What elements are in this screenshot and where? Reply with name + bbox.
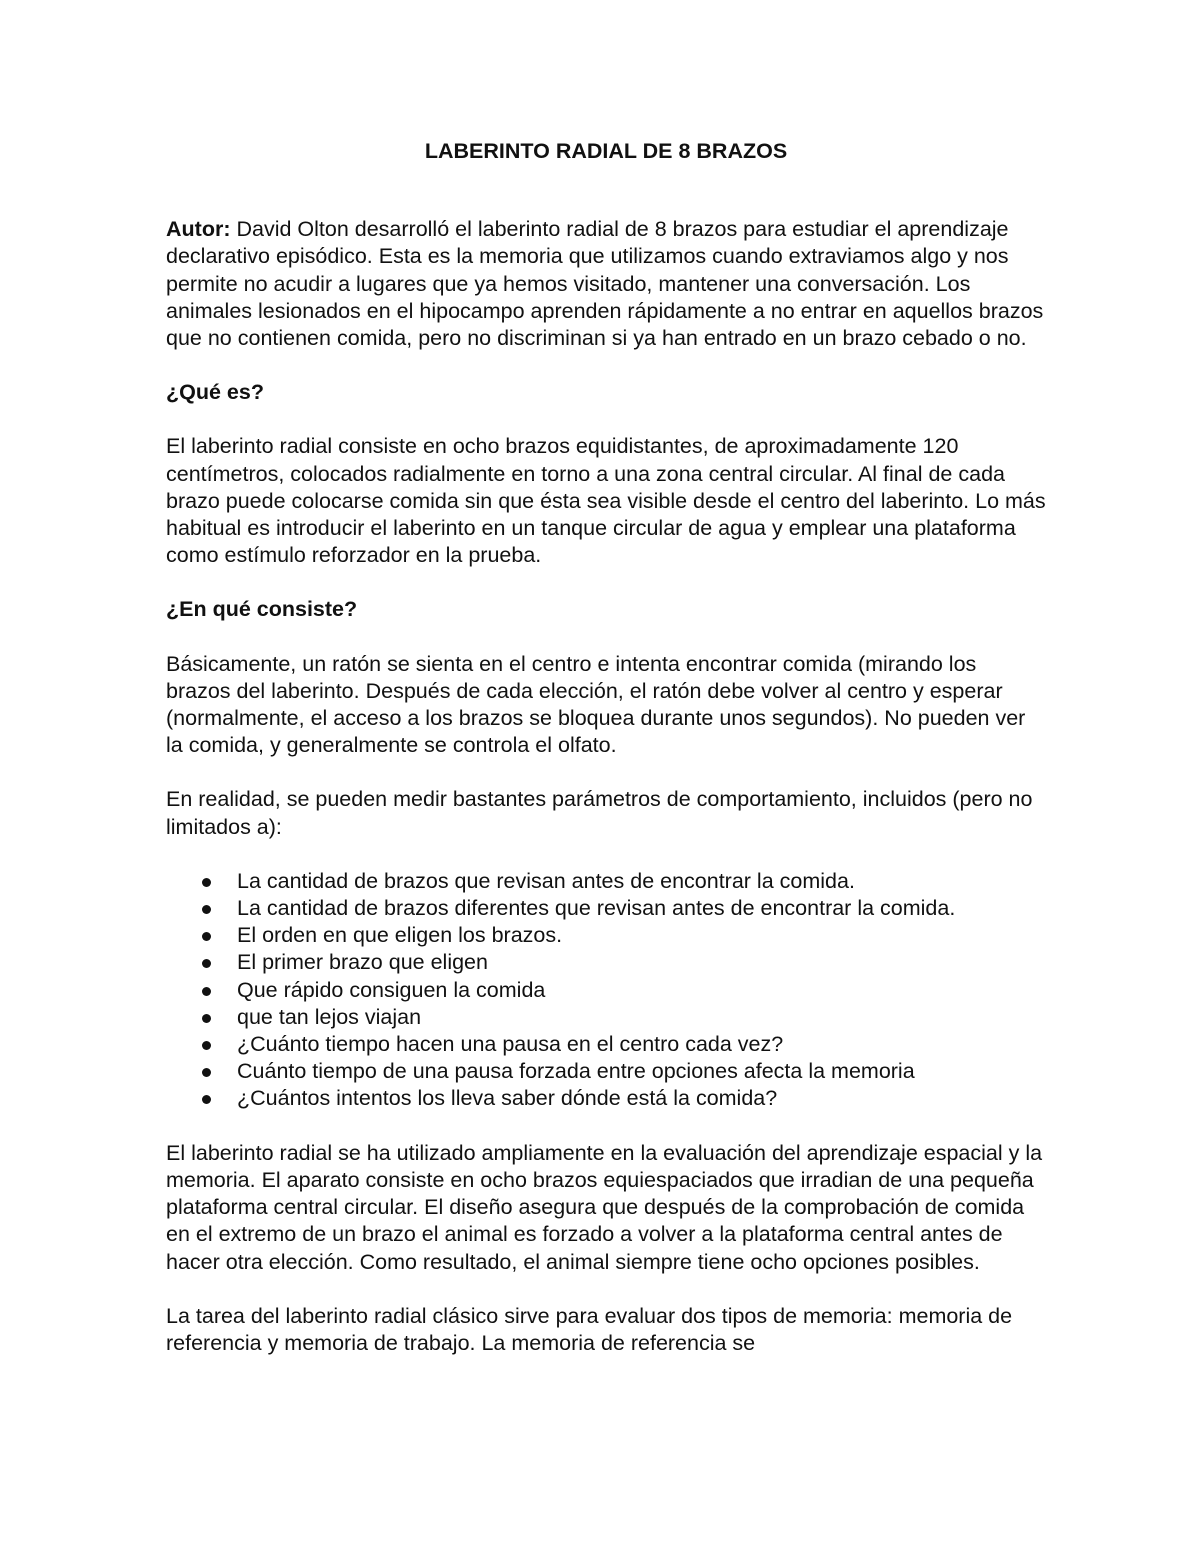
section-heading-en-que-consiste: ¿En qué consiste? <box>166 597 358 622</box>
document-title: LABERINTO RADIAL DE 8 BRAZOS <box>424 139 788 163</box>
list-item-text: ¿Cuánto tiempo hacen una pausa en el centro cada vez? <box>237 1032 784 1057</box>
list-item-text: Que rápido consiguen la comida <box>237 977 546 1002</box>
section-heading-que-es: ¿Qué es? <box>166 380 264 405</box>
list-item-text: El orden en que eligen los brazos. <box>237 923 563 948</box>
list-item <box>166 1058 1046 1085</box>
list-item <box>166 868 1046 895</box>
bullet-icon <box>202 932 211 941</box>
author-label: Autor: <box>166 217 231 242</box>
list-item-text: ¿Cuántos intentos los lleva saber dónde está la comida? <box>237 1086 778 1111</box>
list-item <box>166 922 1046 949</box>
bullet-icon <box>202 987 211 996</box>
intro-paragraph <box>166 216 1046 352</box>
list-item <box>166 977 1046 1004</box>
parameters-list <box>166 868 1046 1113</box>
list-item-text: La cantidad de brazos que revisan antes de encontrar la comida. <box>237 868 855 893</box>
paragraph-tarea-clasico: La tarea del laberinto radial clásico sirve para evaluar dos tipos de memoria: memoria de referencia y memoria de trabajo. La memoria de referencia se <box>166 1303 1013 1355</box>
bullet-icon <box>202 1014 211 1023</box>
bullet-icon <box>202 905 211 914</box>
paragraph-basicamente: Básicamente, un ratón se sienta en el centro e intenta encontrar comida (mirando los brazos del laberinto. Después de cada elección, el ratón debe volver al centro y esperar (normalmente, el acceso a los brazos se bloquea durante unos segundos). No pueden ver la comida, y generalmente se controla el olfato. <box>166 651 1026 758</box>
paragraph-en-realidad: En realidad, se pueden medir bastantes parámetros de comportamiento, incluidos (pero no limitados a): <box>166 787 1033 839</box>
bullet-icon <box>202 1068 211 1077</box>
bullet-icon <box>202 1041 211 1050</box>
list-item <box>166 895 1046 922</box>
intro-text: David Olton desarrolló el laberinto radial de 8 brazos para estudiar el aprendizaje declarativo episódico. Esta es la memoria que utilizamos cuando extraviamos algo y nos permite no acudir a lugares que ya hemos visitado, mantener una conversación. Los animales lesionados en el hipocampo aprenden rápidamente a no entrar en aquellos brazos que no contienen comida, pero no discriminan si ya han entrado en un brazo cebado o no. <box>166 217 1044 351</box>
list-item <box>166 949 1046 976</box>
list-item-text: que tan lejos viajan <box>237 1004 422 1029</box>
bullet-icon <box>202 1095 211 1104</box>
document-body <box>166 138 1046 1384</box>
list-item-text: El primer brazo que eligen <box>237 950 488 975</box>
list-item <box>166 1004 1046 1031</box>
bullet-icon <box>202 878 211 887</box>
list-item-text: La cantidad de brazos diferentes que revisan antes de encontrar la comida. <box>237 896 956 921</box>
section-paragraph-que-es: El laberinto radial consiste en ocho brazos equidistantes, de aproximadamente 120 centímetros, colocados radialmente en torno a una zona central circular. Al final de cada brazo puede colocarse comida sin que ésta sea visible desde el centro del laberinto. Lo más habitual es introducir el laberinto en un tanque circular de agua y emplear una plataforma como estímulo reforzador en la prueba. <box>166 434 1046 568</box>
list-item-text: Cuánto tiempo de una pausa forzada entre opciones afecta la memoria <box>237 1059 915 1084</box>
list-item <box>166 1085 1046 1112</box>
bullet-icon <box>202 959 211 968</box>
paragraph-ampliamente: El laberinto radial se ha utilizado ampliamente en la evaluación del aprendizaje espacial y la memoria. El aparato consiste en ocho brazos equiespaciados que irradian de una pequeña plataforma central circular. El diseño asegura que después de la comprobación de comida en el extremo de un brazo el animal es forzado a volver a la plataforma central antes de hacer otra elección. Como resultado, el animal siempre tiene ocho opciones posibles. <box>166 1140 1043 1274</box>
list-item <box>166 1031 1046 1058</box>
